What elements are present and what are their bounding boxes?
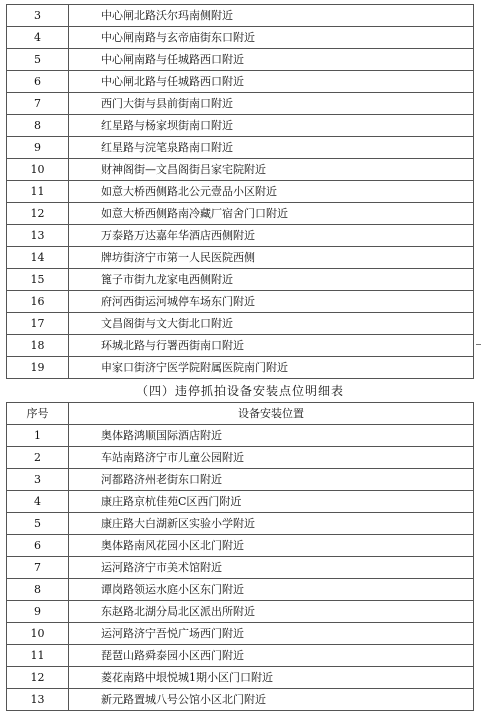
- row-location: 申家口街济宁医学院附属医院南门附近: [69, 357, 474, 379]
- header-location: 设备安装位置: [69, 403, 474, 425]
- table-row: [7, 491, 474, 513]
- table-row: [7, 27, 474, 49]
- row-number: 4: [7, 27, 69, 49]
- table-row: [7, 181, 474, 203]
- row-location: 谭岗路领运水庭小区东门附近: [69, 579, 474, 601]
- table-row: [7, 557, 474, 579]
- row-location: 新元路置城八号公馆小区北门附近: [69, 689, 474, 711]
- row-number: 10: [7, 623, 69, 645]
- row-number: 19: [7, 357, 69, 379]
- table-row: [7, 313, 474, 335]
- row-number: 11: [7, 181, 69, 203]
- row-number: 3: [7, 469, 69, 491]
- row-location: 琵琶山路舜泰园小区西门附近: [69, 645, 474, 667]
- row-number: 12: [7, 203, 69, 225]
- table-row: [7, 357, 474, 379]
- table-row: [7, 513, 474, 535]
- row-location: 河都路济州老街东口附近: [69, 469, 474, 491]
- row-number: 18: [7, 335, 69, 357]
- row-number: 6: [7, 71, 69, 93]
- row-location: 红星路与浣笔泉路南口附近: [69, 137, 474, 159]
- table-row: [7, 469, 474, 491]
- row-number: 10: [7, 159, 69, 181]
- row-number: 12: [7, 667, 69, 689]
- row-number: 3: [7, 5, 69, 27]
- table-row: [7, 447, 474, 469]
- row-location: 中心闸北路与任城路西口附近: [69, 71, 474, 93]
- table-violation-points-continued: [6, 4, 474, 379]
- row-number: 1: [7, 425, 69, 447]
- table-row: [7, 689, 474, 711]
- table-row: [7, 269, 474, 291]
- table-row: [7, 93, 474, 115]
- row-location: 万泰路万达嘉年华酒店西侧附近: [69, 225, 474, 247]
- row-location: 奥体路鸿顺国际酒店附近: [69, 425, 474, 447]
- table-row: [7, 5, 474, 27]
- row-location: 篦子市街九龙家电西侧附近: [69, 269, 474, 291]
- edge-mark: [476, 344, 481, 345]
- row-location: 运河路济宁市美术馆附近: [69, 557, 474, 579]
- row-location: 如意大桥西侧路北公元壹品小区附近: [69, 181, 474, 203]
- row-number: 13: [7, 225, 69, 247]
- row-number: 6: [7, 535, 69, 557]
- row-number: 7: [7, 93, 69, 115]
- row-number: 13: [7, 689, 69, 711]
- row-location: 康庄路大白湖新区实验小学附近: [69, 513, 474, 535]
- table-row: [7, 71, 474, 93]
- table-row: [7, 579, 474, 601]
- row-number: 16: [7, 291, 69, 313]
- row-number: 4: [7, 491, 69, 513]
- table-row: [7, 115, 474, 137]
- table-row: [7, 159, 474, 181]
- table-row: [7, 645, 474, 667]
- row-number: 8: [7, 579, 69, 601]
- row-number: 7: [7, 557, 69, 579]
- row-number: 9: [7, 601, 69, 623]
- table-header: [7, 403, 474, 425]
- row-location: 西门大街与县前街南口附近: [69, 93, 474, 115]
- table-body: [7, 5, 474, 379]
- table-row: [7, 601, 474, 623]
- row-location: 运河路济宁吾悦广场西门附近: [69, 623, 474, 645]
- row-location: 东赵路北湖分局北区派出所附近: [69, 601, 474, 623]
- table-row: [7, 425, 474, 447]
- row-location: 菱花南路中垠悦城1期小区门口附近: [69, 667, 474, 689]
- row-number: 14: [7, 247, 69, 269]
- row-number: 2: [7, 447, 69, 469]
- table-row: [7, 535, 474, 557]
- table-row: [7, 335, 474, 357]
- table-row: [7, 623, 474, 645]
- row-location: 康庄路京杭佳苑C区西门附近: [69, 491, 474, 513]
- table-body: [7, 425, 474, 711]
- row-number: 17: [7, 313, 69, 335]
- header-number: 序号: [7, 403, 69, 425]
- table-row: [7, 137, 474, 159]
- row-number: 9: [7, 137, 69, 159]
- table-parking-capture-points: [6, 402, 474, 711]
- row-location: 中心闸南路与任城路西口附近: [69, 49, 474, 71]
- table-header-row: [7, 403, 474, 425]
- row-location: 府河西街运河城停车场东门附近: [69, 291, 474, 313]
- row-location: 中心闸北路沃尔玛南侧附近: [69, 5, 474, 27]
- row-location: 车站南路济宁市儿童公园附近: [69, 447, 474, 469]
- row-location: 财神阁街—文昌阁街吕家宅院附近: [69, 159, 474, 181]
- row-number: 15: [7, 269, 69, 291]
- row-location: 红星路与杨家坝街南口附近: [69, 115, 474, 137]
- table-row: [7, 667, 474, 689]
- table-row: [7, 225, 474, 247]
- section-title: （四）违停抓拍设备安装点位明细表: [135, 384, 344, 398]
- row-location: 如意大桥西侧路南冷藏厂宿舍门口附近: [69, 203, 474, 225]
- row-location: 奥体路南风花园小区北门附近: [69, 535, 474, 557]
- row-number: 8: [7, 115, 69, 137]
- table-row: [7, 247, 474, 269]
- row-number: 5: [7, 513, 69, 535]
- row-number: 11: [7, 645, 69, 667]
- table-row: [7, 203, 474, 225]
- row-location: 中心闸南路与玄帝庙街东口附近: [69, 27, 474, 49]
- row-number: 5: [7, 49, 69, 71]
- row-location: 牌坊街济宁市第一人民医院西侧: [69, 247, 474, 269]
- row-location: 环城北路与行署西街南口附近: [69, 335, 474, 357]
- table-row: [7, 49, 474, 71]
- table-row: [7, 291, 474, 313]
- row-location: 文昌阁街与文大街北口附近: [69, 313, 474, 335]
